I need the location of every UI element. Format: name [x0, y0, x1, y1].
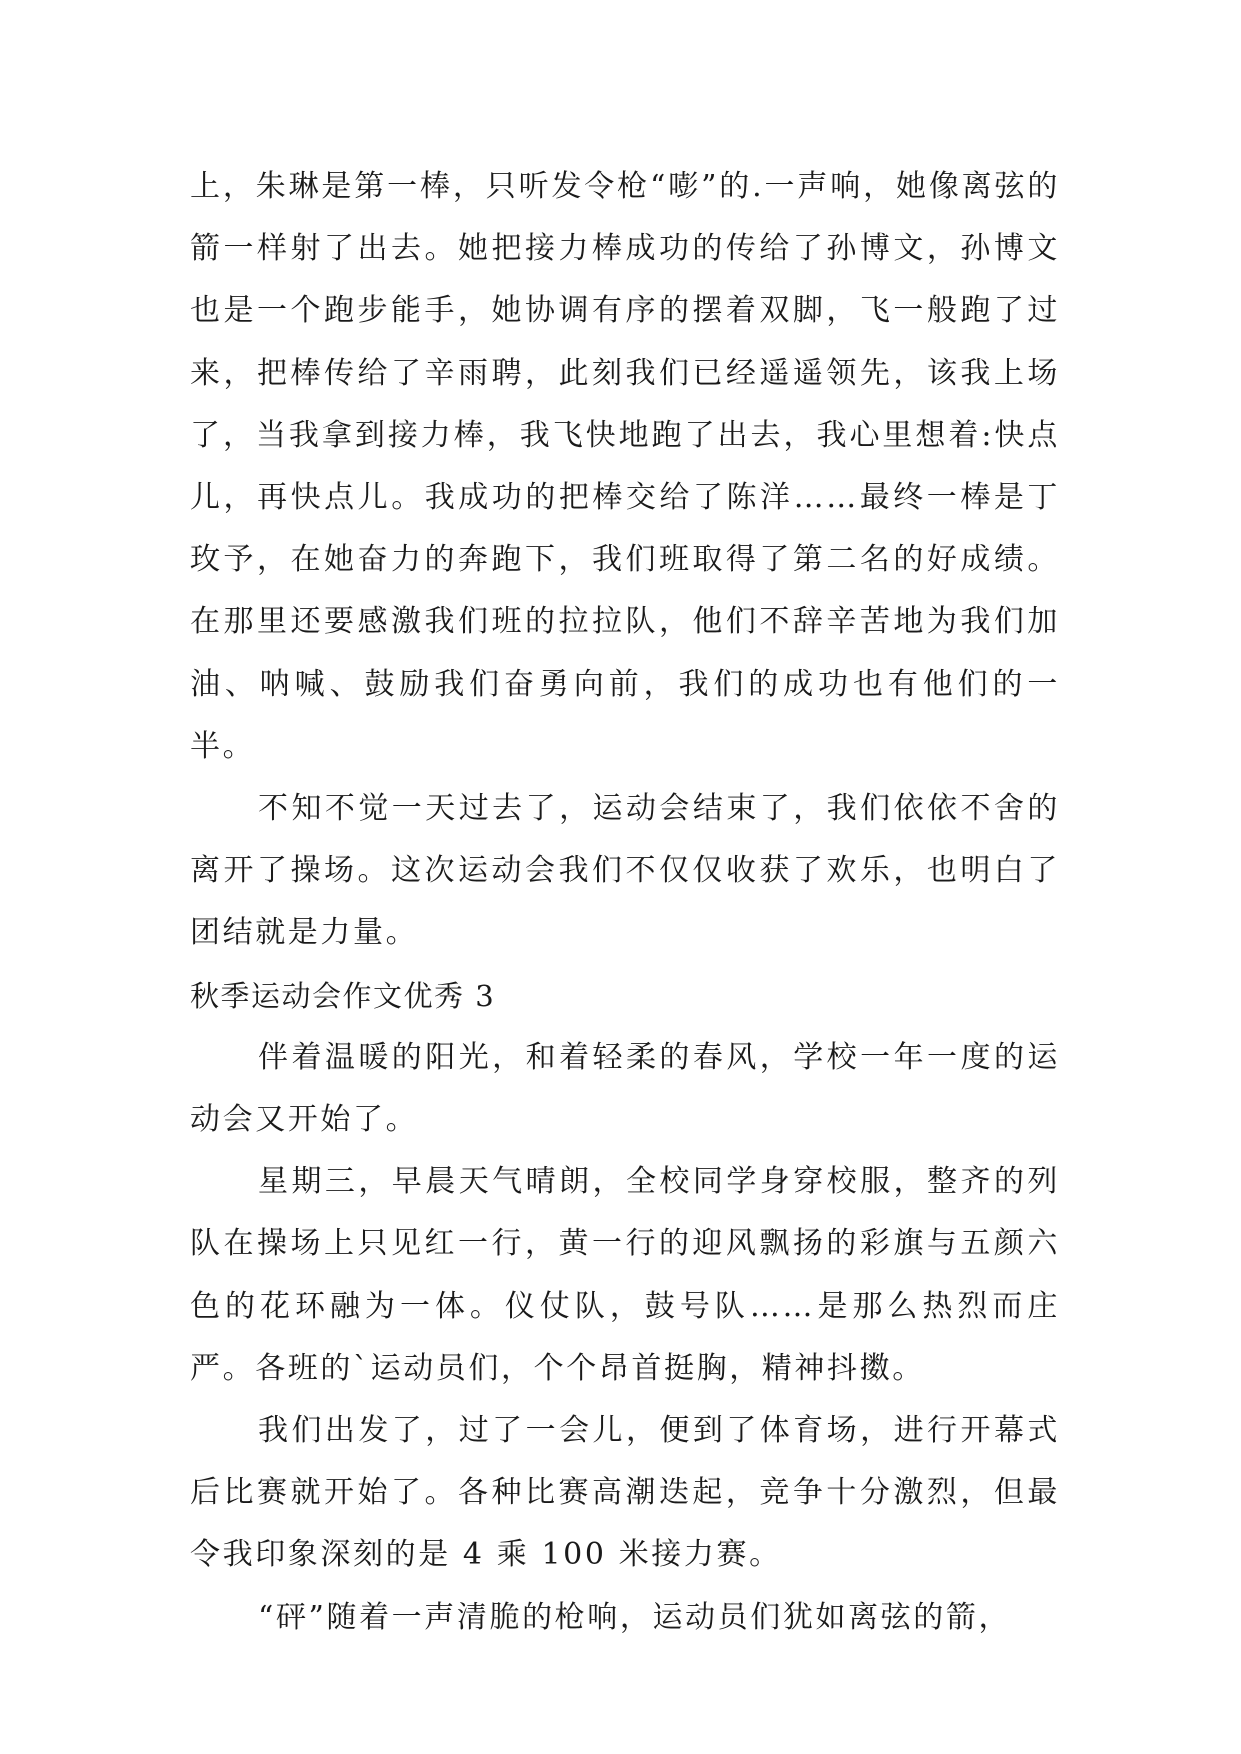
paragraph-competition-starts: 我们出发了，过了一会儿，便到了体育场，进行开幕式后比赛就开始了。各种比赛高潮迭起，竞争十分激烈，但最令我印象深刻的是 4 乘 100 米接力赛。 [190, 1413, 1060, 1573]
section-heading: 秋季运动会作文优秀 3 [190, 978, 496, 1013]
document-body [190, 156, 1060, 1649]
paragraph-relay-race: 上，朱琳是第一棒，只听发令枪“嘭”的.一声响，她像离弦的箭一样射了出去。她把接力棒成功的传给了孙博文，孙博文也是一个跑步能手，她协调有序的摆着双脚，飞一般跑了过来，把棒传给了辛雨聘，此刻我们已经遥遥领先，该我上场了，当我拿到接力棒，我飞快地跑了出去，我心里想着:快点儿，再快点儿。我成功的把棒交给了陈洋……最终一棒是丁玫予，在她奋力的奔跑下，我们班取得了第二名的好成绩。在那里还要感激我们班的拉拉队，他们不辞辛苦地为我们加油、呐喊、鼓励我们奋勇向前，我们的成功也有他们的一半。 [190, 169, 1060, 764]
paragraph-starting-gun: “砰”随着一声清脆的枪响，运动员们犹如离弦的箭， [258, 1599, 1012, 1635]
paragraph-day-ends: 不知不觉一天过去了，运动会结束了，我们依依不舍的离开了操场。这次运动会我们不仅仅收获了欢乐，也明白了团结就是力量。 [190, 791, 1060, 951]
paragraph-sports-meet-begins: 伴着温暖的阳光，和着轻柔的春风，学校一年一度的运动会又开始了。 [190, 1039, 1060, 1138]
paragraph-wednesday-parade: 星期三，早晨天气晴朗，全校同学身穿校服，整齐的列队在操场上只见红一行，黄一行的迎风飘扬的彩旗与五颜六色的花环融为一体。仪仗队，鼓号队……是那么热烈而庄严。各班的`运动员们，个个昂首挺胸，精神抖擞。 [190, 1164, 1060, 1386]
